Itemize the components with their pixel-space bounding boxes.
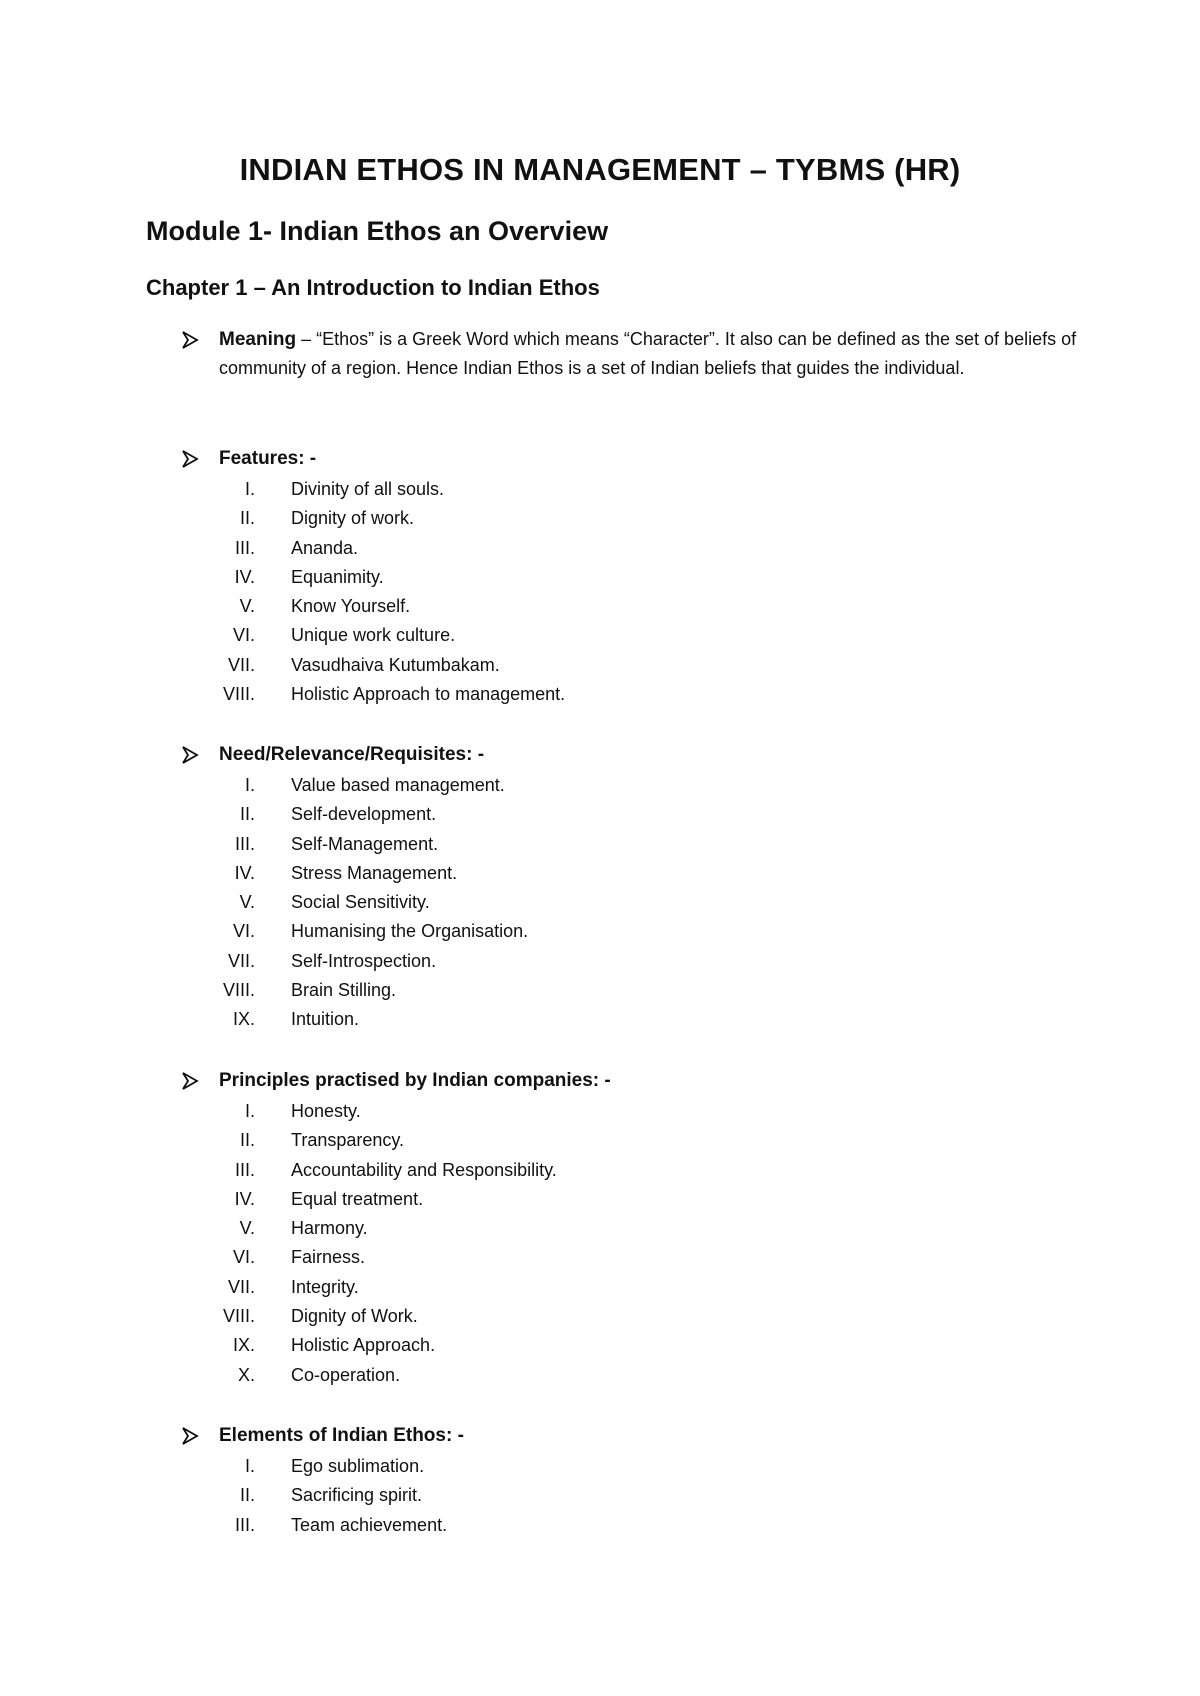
arrow-bullet-icon — [180, 1426, 200, 1446]
list-item: IV. Equal treatment. — [234, 1188, 424, 1209]
list-item: V. Harmony. — [239, 1218, 368, 1239]
list-item: VI. Fairness. — [232, 1247, 366, 1268]
list-item: IX. Holistic Approach. — [232, 1335, 436, 1356]
list-item: IV. Stress Management. — [234, 862, 458, 883]
list-item: VII. Self-Introspection. — [227, 950, 437, 971]
list-item: IX. Intuition. — [232, 1009, 360, 1030]
elements-section — [0, 1421, 1200, 1540]
list-item: III. Self-Management. — [234, 833, 439, 854]
features-section — [0, 444, 1200, 709]
arrow-bullet-icon — [180, 745, 200, 765]
arrow-bullet-icon — [180, 1071, 200, 1091]
document-title: INDIAN ETHOS IN MANAGEMENT – TYBMS (HR) — [239, 152, 961, 187]
list-item: VII. Vasudhaiva Kutumbakam. — [227, 654, 500, 675]
arrow-bullet-icon — [180, 330, 200, 350]
meaning-label: Meaning — [219, 329, 297, 350]
list-item: VII. Integrity. — [227, 1276, 359, 1297]
list-item: VIII. Brain Stilling. — [222, 980, 397, 1001]
features-list — [0, 475, 1200, 709]
list-item: III. Accountability and Responsibility. — [234, 1159, 557, 1180]
list-item: VIII. Holistic Approach to management. — [222, 684, 566, 705]
list-item: I. Divinity of all souls. — [244, 479, 445, 499]
list-item: VI. Unique work culture. — [232, 625, 456, 646]
list-item: V. Social Sensitivity. — [239, 892, 430, 913]
list-item: I. Ego sublimation. — [244, 1456, 425, 1476]
list-item: X. Co-operation. — [237, 1364, 401, 1385]
section-heading: Elements of Indian Ethos: - — [219, 1425, 464, 1446]
module-heading: Module 1- Indian Ethos an Overview — [146, 216, 609, 246]
list-item: I. Honesty. — [244, 1101, 361, 1121]
arrow-bullet-icon — [180, 449, 200, 469]
section-heading: Principles practised by Indian companies: - — [219, 1070, 611, 1091]
meaning-paragraph — [219, 325, 1079, 383]
need-section — [0, 740, 1200, 1035]
list-item: VI. Humanising the Organisation. — [232, 921, 529, 942]
list-item: VIII. Dignity of Work. — [222, 1306, 418, 1327]
principles-list — [0, 1097, 1200, 1390]
section-heading: Features: - — [219, 448, 317, 469]
list-item: II. Dignity of work. — [239, 508, 415, 529]
list-item: II. Sacrificing spirit. — [239, 1485, 423, 1506]
list-item: V. Know Yourself. — [239, 596, 411, 617]
list-item: I. Value based management. — [244, 775, 505, 795]
list-item: II. Transparency. — [239, 1130, 405, 1151]
list-item: III. Team achievement. — [234, 1514, 448, 1535]
principles-section — [0, 1066, 1200, 1390]
list-item: IV. Equanimity. — [234, 566, 384, 587]
list-item: III. Ananda. — [234, 537, 359, 558]
chapter-heading: Chapter 1 – An Introduction to Indian Ethos — [146, 275, 600, 300]
elements-list — [0, 1452, 1200, 1540]
list-item: II. Self-development. — [239, 804, 437, 825]
meaning-text: – “Ethos” is a Greek Word which means “Character”. It also can be defined as the set of beliefs of community of a region. Hence Indian Ethos is a set of Indian beliefs that guides the individual. — [219, 329, 1077, 378]
need-list — [0, 771, 1200, 1035]
section-heading: Need/Relevance/Requisites: - — [219, 744, 485, 765]
